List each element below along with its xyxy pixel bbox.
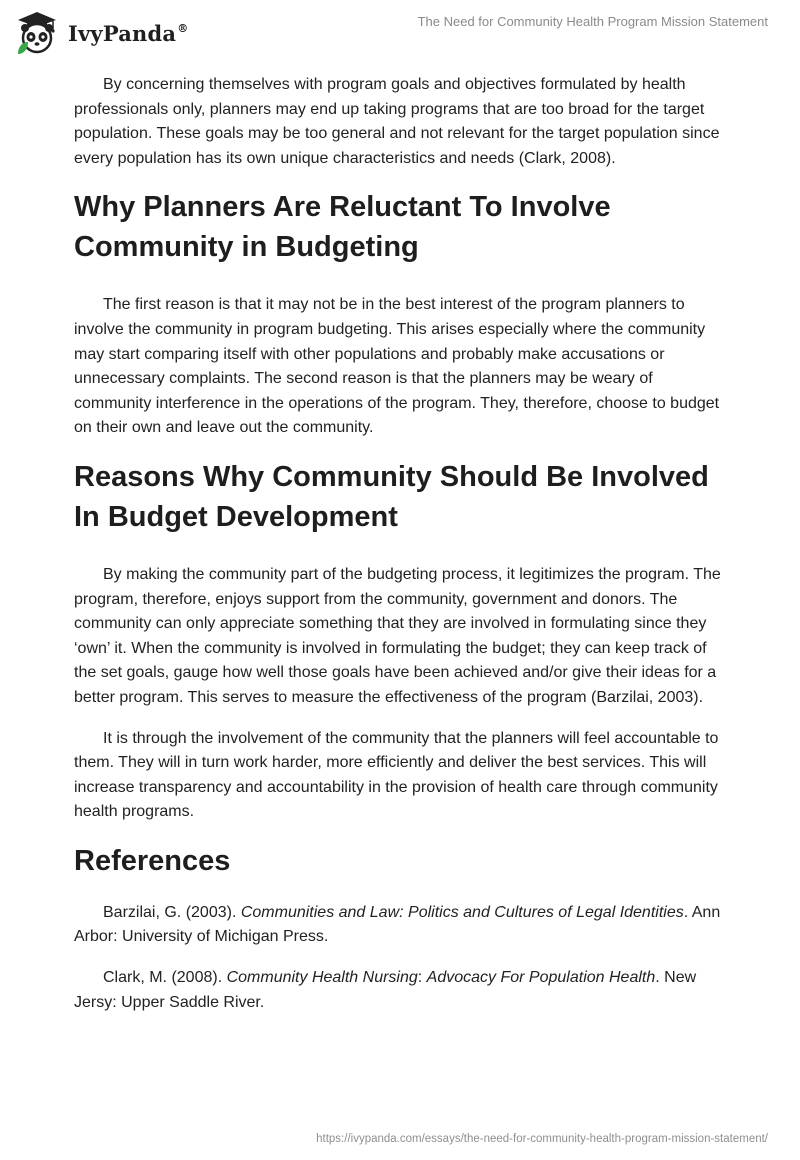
section-paragraph: The first reason is that it may not be in the best interest of the program planners to involve the community in program budgeting. This arises especially where the community may start comparing itself with other populations and probably make accusations or unnecessary complaints. The second reason is that the planners may be weary of community interference in the operations of the program. They, therefore, choose to budget on their own and leave out the community. — [74, 296, 720, 437]
section-paragraph: By making the community part of the budgeting process, it legitimizes the program. The program, therefore, enjoys support from the community, government and donors. The community can only appreciate something that they are involved in formulating since they ‘own’ it. When the community is involved in formulating the budget; they can keep track of the set goals, gauge how well those goals have been achieved and/or give their ideas for a better program. This serves to measure the effectiveness of the program (Barzilai, 2003). — [74, 565, 721, 706]
document-title: The Need for Community Health Program Mission Statement — [417, 14, 768, 29]
references-heading: References — [74, 844, 231, 877]
source-url-link[interactable]: https://ivypanda.com/essays/the-need-for-community-health-program-mission-statement/ — [316, 1133, 768, 1145]
reference-item: Barzilai, G. (2003). Communities and Law: Politics and Cultures of Legal Identities. Ann Arbor: University of Michigan Press. — [74, 903, 721, 946]
section-paragraph: It is through the involvement of the community that the planners will feel accountable to them. They will in turn work harder, more efficiently and deliver the best services. This will increase transparency and accountability in the provision of health care through community health programs. — [74, 729, 719, 821]
intro-paragraph: By concerning themselves with program goals and objectives formulated by health professionals only, planners may end up taking programs that are too broad for the target population. These goals may be too general and not relevant for the target population since every population has its own unique characteristics and needs (Clark, 2008). — [74, 76, 720, 167]
ivypanda-logo[interactable] — [14, 8, 188, 58]
page-header — [0, 0, 800, 64]
section-heading-reluctant: Why Planners Are Reluctant To Involve Community in Budgeting — [74, 191, 611, 264]
reference-item: Clark, M. (2008). Community Health Nursing: Advocacy For Population Health. New Jersy: Upper Saddle River. — [74, 969, 697, 1011]
panda-mascot-icon — [14, 10, 60, 56]
brand-name: IvyPanda® — [68, 20, 189, 46]
section-heading-reasons: Reasons Why Community Should Be Involved In Budget Development — [74, 460, 709, 533]
essay-body — [74, 73, 726, 1031]
